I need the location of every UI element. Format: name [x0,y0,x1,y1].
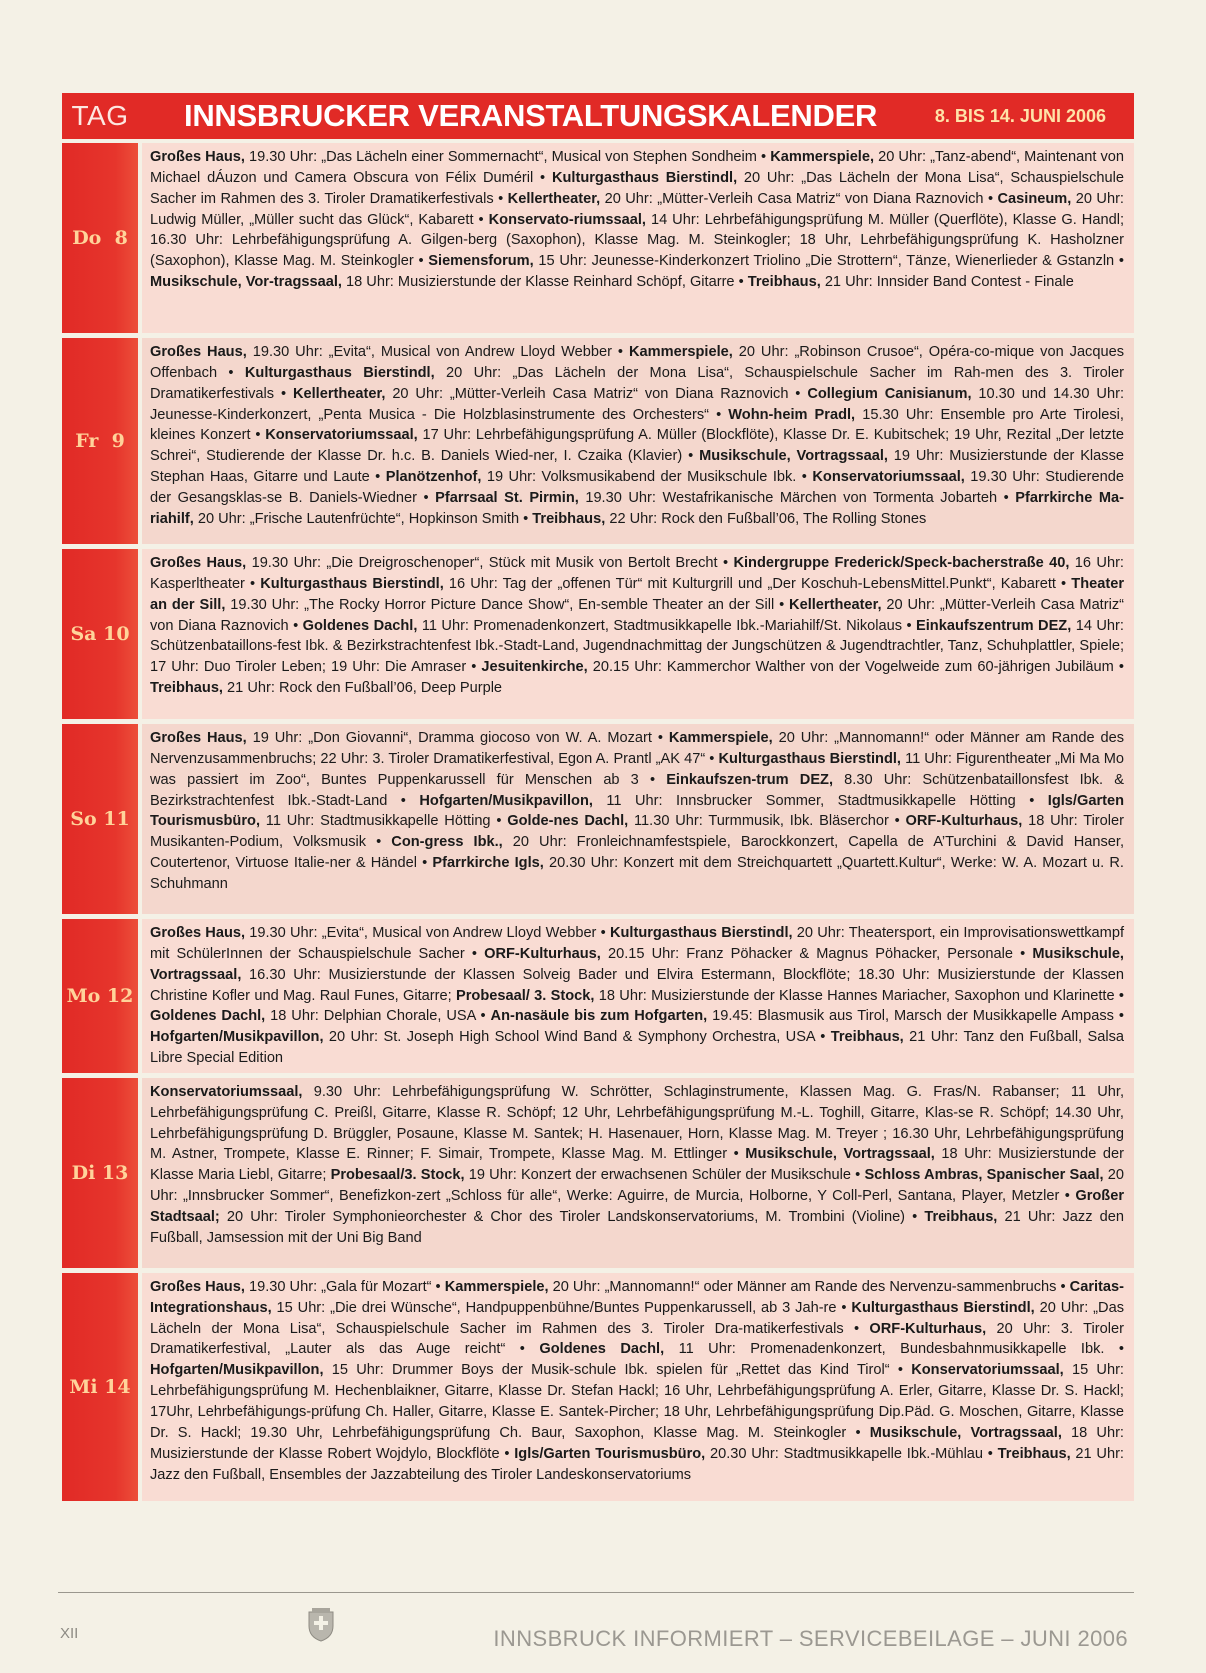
day-label: Mi 14 [62,1273,138,1501]
day-events: Großes Haus, 19.30 Uhr: „Evita“, Musical von Andrew Lloyd Webber • Kammerspiele, 20 Uhr: „Robinson Crusoe“, Opéra-co-mique von Jacques Offenbach • Kulturgasthaus Bierstindl, 20 Uhr: „Das Lächeln der Mona Lisa“, Schauspielschule Sacher im Rah-men des 3. Tiroler Dramatikerfestivals • Kellertheater, 20 Uhr: „Mütter-Verleih Casa Matriz“ von Diana Raznovich • Collegium Canisianum, 10.30 und 14.30 Uhr: Jeunesse-Kinderkonzert, „Penta Musica - Die Holzblasinstrumente des Orchesters“ • Wohn-heim Pradl, 15.30 Uhr: Ensemble pro Arte Tirolesi, kleines Konzert • Konservatoriumssaal, 17 Uhr: Lehrbefähigungsprüfung A. Müller (Blockflöte), Klasse Dr. E. Kubitschek; 19 Uhr, Rezital „Der letzte Schrei“, Studierende der Klasse Dr. h.c. B. Daniels Wied-ner, I. Czaika (Klavier) • Musikschule, Vortragssaal, 19 Uhr: Musizierstunde der Klasse Stephan Haas, Gitarre und Laute • Planötzenhof, 19 Uhr: Volksmusikabend der Musikschule Ibk. • Konservatoriumssaal, 19.30 Uhr: Studierende der Gesangsklas-se B. Daniels-Wiedner • Pfarrsaal St. Pirmin, 19.30 Uhr: Westafrikanische Märchen von Tormenta Jobarteh • Pfarrkirche Ma-riahilf, 20 Uhr: „Frische Lautenfrüchte“, Hopkinson Smith • Treibhaus, 22 Uhr: Rock den Fußball’06, The Rolling Stones [142,338,1134,544]
date-range: 8. BIS 14. JUNI 2006 [934,105,1106,126]
day-list [62,143,1134,1501]
day-events: Großes Haus, 19.30 Uhr: „Evita“, Musical von Andrew Lloyd Webber • Kulturgasthaus Bierstindl, 20 Uhr: Theatersport, ein Improvisationswettkampf mit SchülerInnen der Schauspielschule Sacher • ORF-Kulturhaus, 20.15 Uhr: Franz Pöhacker & Magnus Pöhacker, Personale • Musikschule, Vortragssaal, 16.30 Uhr: Musizierstunde der Klassen Solveig Bader und Elvira Estermann, Blockflöte; 18.30 Uhr: Musizierstunde der Klassen Christine Kofler und Mag. Raul Funes, Gitarre; Probesaal/ 3. Stock, 18 Uhr: Musizierstunde der Klasse Hannes Mariacher, Saxophon und Klarinette • Goldenes Dachl, 18 Uhr: Delphian Chorale, USA • An-nasäule bis zum Hofgarten, 19.45: Blasmusik aus Tirol, Marsch der Musikkapelle Ampass • Hofgarten/Musikpavillon, 20 Uhr: St. Joseph High School Wind Band & Symphony Orchestra, USA • Treibhaus, 21 Uhr: Tanz den Fußball, Salsa Libre Special Edition [142,919,1134,1073]
day-row [62,549,1134,719]
day-row [62,338,1134,544]
day-label: Mo 12 [62,919,138,1073]
day-row [62,919,1134,1073]
day-events: Großes Haus, 19 Uhr: „Don Giovanni“, Dramma giocoso von W. A. Mozart • Kammerspiele, 20 Uhr: „Mannomann!“ oder Männer am Rande des Nervenzusammenbruchs; 22 Uhr: 3. Tiroler Dramatikerfestival, Egon A. Prantl „AK 47“ • Kulturgasthaus Bierstindl, 11 Uhr: Figurentheater „Mi Ma Mo was passiert im Zoo“, Buntes Puppenkarussell für Menschen ab 3 • Einkaufszen-trum DEZ, 8.30 Uhr: Schützenbataillonsfest Ibk. & Bezirkstrachtenfest Ibk.-Stadt-Land • Hofgarten/Musikpavillon, 11 Uhr: Innsbrucker Sommer, Stadtmusikkapelle Hötting • Igls/Garten Tourismusbüro, 11 Uhr: Stadtmusikkapelle Hötting • Golde-nes Dachl, 11.30 Uhr: Turmmusik, Ibk. Bläserchor • ORF-Kulturhaus, 18 Uhr: Tiroler Musikanten-Podium, Volksmusik • Con-gress Ibk., 20 Uhr: Fronleichnamfestspiele, Barockkonzert, Capella de A’Turchini & David Hanser, Coutertenor, Virtuose Italie-ner & Händel • Pfarrkirche Igls, 20.30 Uhr: Konzert mit dem Streichquartett „Quartett.Kultur“, Werke: W. A. Mozart u. R. Schuhmann [142,724,1134,914]
day-label: Sa 10 [62,549,138,719]
day-row [62,1078,1134,1268]
footer-text: INNSBRUCK INFORMIERT – SERVICEBEILAGE – JUNI 2006 [493,1626,1128,1651]
header-tag: TAG [71,100,129,131]
day-events: Großes Haus, 19.30 Uhr: „Gala für Mozart“ • Kammerspiele, 20 Uhr: „Mannomann!“ oder Männer am Rande des Nervenzu-sammenbruchs • Caritas-Integrationshaus, 15 Uhr: „Die drei Wünsche“, Handpuppenbühne/Buntes Puppenkarussell, ab 3 Jah-re • Kulturgasthaus Bierstindl, 20 Uhr: „Das Lächeln der Mona Lisa“, Schauspielschule Sacher im Rahmen des 3. Tiroler Dra-matikerfestivals • ORF-Kulturhaus, 20 Uhr: 3. Tiroler Dramatikerfestival, „Lauter als das Auge reicht“ • Goldenes Dachl, 11 Uhr: Promenadenkonzert, Bundesbahnmusikkapelle Ibk. • Hofgarten/Musikpavillon, 15 Uhr: Drummer Boys der Musik-schule Ibk. spielen für „Rettet das Kind Tirol“ • Konservatoriumssaal, 15 Uhr: Lehrbefähigungsprüfung M. Hechenblaikner, Gitarre, Klasse Dr. Stefan Hackl; 16 Uhr, Lehrbefähigungsprüfung A. Erler, Gitarre, Klasse Dr. S. Hackl; 17Uhr, Lehrbefähigungs-prüfung Ch. Haller, Gitarre, Klasse E. Santek-Pircher; 18 Uhr, Lehrbefähigungsprüfung Dip.Päd. G. Moschen, Gitarre, Klasse Dr. S. Hackl; 19.30 Uhr, Lehrbefähigungsprüfung Ch. Baur, Saxophon, Klasse Mag. M. Steinkogler • Musikschule, Vortragssaal, 18 Uhr: Musizierstunde der Klasse Robert Wojdylo, Blockflöte • Igls/Garten Tourismusbüro, 20.30 Uhr: Stadtmusikkapelle Ibk.-Mühlau • Treibhaus, 21 Uhr: Jazz den Fußball, Ensembles der Jazzabteilung des Tiroler Landeskonservatoriums [142,1273,1134,1501]
day-label: Do 8 [62,143,138,333]
innsbruck-crest-icon [306,1606,336,1642]
day-events: Großes Haus, 19.30 Uhr: „Die Dreigroschenoper“, Stück mit Musik von Bertolt Brecht • Kindergruppe Frederick/Speck-bacherstraße 40, 16 Uhr: Kasperltheater • Kulturgasthaus Bierstindl, 16 Uhr: Tag der „offenen Tür“ mit Kulturgrill und „Der Koschuh-LebensMittel.Punkt“, Kabarett • Theater an der Sill, 19.30 Uhr: „The Rocky Horror Picture Dance Show“, En-semble Theater an der Sill • Kellertheater, 20 Uhr: „Mütter-Verleih Casa Matriz“ von Diana Raznovich • Goldenes Dachl, 11 Uhr: Promenadenkonzert, Stadtmusikkapelle Ibk.-Mariahilf/St. Nikolaus • Einkaufszentrum DEZ, 14 Uhr: Schützenbataillons-fest Ibk. & Bezirkstrachtenfest Ibk.-Stadt-Land, Jugendnachmittag der Jungschützen & Jugendtrachtler, Tanz, Schuhplattler, Spiele; 17 Uhr: Duo Tiroler Leben; 19 Uhr: Die Amraser • Jesuitenkirche, 20.15 Uhr: Kammerchor Walther von der Vogelweide zum 60-jährigen Jubiläum • Treibhaus, 21 Uhr: Rock den Fußball’06, Deep Purple [142,549,1134,719]
day-label: Fr 9 [62,338,138,544]
day-events: Konservatoriumssaal, 9.30 Uhr: Lehrbefähigungsprüfung W. Schrötter, Schlaginstrumente, Klassen Mag. G. Fras/N. Rabanser; 11 Uhr, Lehrbefähigungsprüfung C. Preißl, Gitarre, Klasse R. Schöpf; 12 Uhr, Lehrbefähigungsprüfung M.-L. Toghill, Gitarre, Klas-se R. Schöpf; 14.30 Uhr, Lehrbefähigungsprüfung D. Brüggler, Posaune, Klasse M. Santek; H. Hasenauer, Horn, Klasse Mag. M. Treyer ; 16.30 Uhr, Lehrbefähigungsprüfung M. Astner, Trompete, Klasse E. Rinner; F. Simair, Trompete, Klasse Mag. M. Ettlinger • Musikschule, Vortragssaal, 18 Uhr: Musizierstunde der Klasse Maria Liebl, Gitarre; Probesaal/3. Stock, 19 Uhr: Konzert der erwachsenen Schüler der Musikschule • Schloss Ambras, Spanischer Saal, 20 Uhr: „Innsbrucker Sommer“, Benefizkon-zert „Schloss für alle“, Werke: Aguirre, de Murcia, Holborne, Y Coll-Perl, Santana, Player, Metzler • Großer Stadtsaal; 20 Uhr: Tiroler Symphonieorchester & Chor des Tiroler Landskonservatoriums, M. Trombini (Violine) • Treibhaus, 21 Uhr: Jazz den Fußball, Jamsession mit der Uni Big Band [142,1078,1134,1268]
calendar-page [62,93,1134,1506]
day-label: Di 13 [62,1078,138,1268]
day-row [62,1273,1134,1501]
day-events: Großes Haus, 19.30 Uhr: „Das Lächeln einer Sommernacht“, Musical von Stephen Sondheim • Kammerspiele, 20 Uhr: „Tanz-abend“, Maintenant von Michael dÁuzon und Camera Obscura von Félix Duméril • Kulturgasthaus Bierstindl, 20 Uhr: „Das Lächeln der Mona Lisa“, Schauspielschule Sacher im Rahmen des 3. Tiroler Dramatikerfestivals • Kellertheater, 20 Uhr: „Mütter-Verleih Casa Matriz“ von Diana Raznovich • Casineum, 20 Uhr: Ludwig Müller, „Müller sucht das Glück“, Kabarett • Konservato-riumssaal, 14 Uhr: Lehrbefähigungsprüfung M. Müller (Querflöte), Klasse G. Handl; 16.30 Uhr: Lehrbefähigungsprüfung A. Gilgen-berg (Saxophon), Klasse Mag. M. Steinkogler; 18 Uhr, Lehrbefähigungsprüfung K. Hasholzner (Saxophon), Klasse Mag. M. Steinkogler • Siemensforum, 15 Uhr: Jeunesse-Kinderkonzert Triolino „Die Strottern“, Tänze, Wienerlieder & Gstanzln • Musikschule, Vor-tragssaal, 18 Uhr: Musizierstunde der Klasse Reinhard Schöpf, Gitarre • Treibhaus, 21 Uhr: Innsider Band Contest - Finale [142,143,1134,333]
page-number: XII [60,1625,79,1642]
footer-divider [58,1592,1134,1593]
day-label: So 11 [62,724,138,914]
day-row [62,143,1134,333]
calendar-header [62,93,1134,139]
day-row [62,724,1134,914]
page-title: INNSBRUCKER VERANSTALTUNGSKALENDER [184,98,878,133]
